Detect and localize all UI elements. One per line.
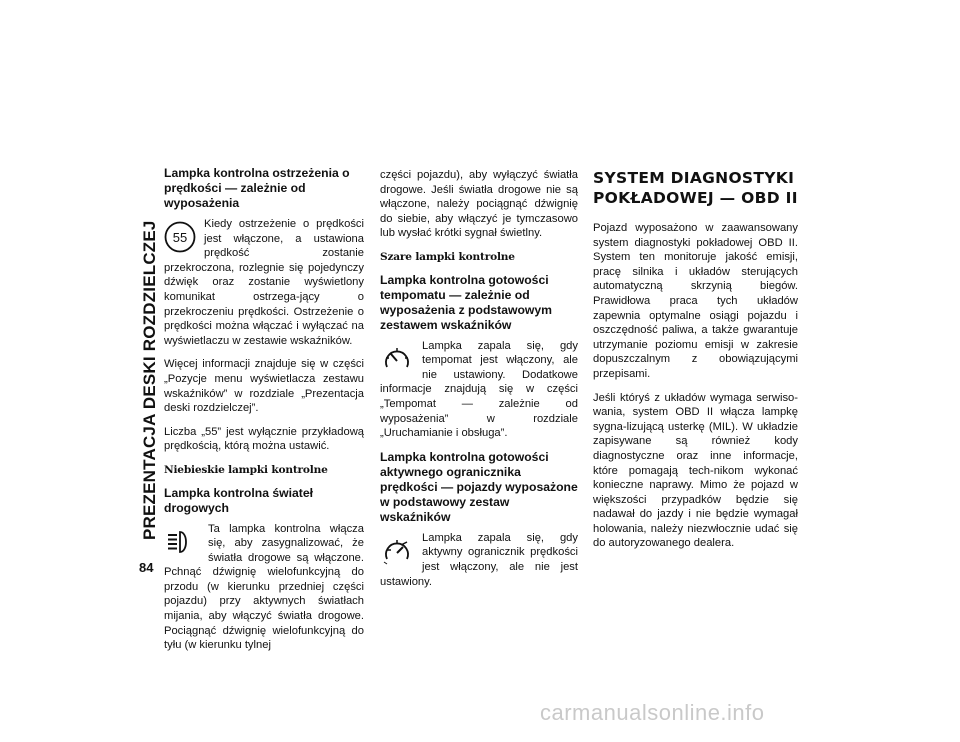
speed-icon-number: 55	[172, 230, 188, 245]
column-3	[593, 166, 798, 560]
speed-limiter-icon	[382, 537, 412, 565]
side-chapter-title	[136, 150, 164, 540]
para-high-beam-cont: części pojazdu), aby wyłączyć światła drogowe. Jeśli światła drogowe nie są włączone, należy pociągnąć dźwignię do siebie, aby włączyć je tymczasowo lub wysłać krótki sygnał świetlny.	[380, 169, 578, 240]
high-beam-icon	[166, 530, 194, 554]
heading-speed-limiter: Lampka kontrolna gotowości aktywnego ogranicznika prędkości — pojazdy wyposażone w podstawowy zestaw wskaźników	[380, 449, 578, 524]
para-55-example: Liczba „55” jest wyłącznie przykładową prędkością, którą można ustawić.	[164, 425, 364, 453]
para-high-beam: Ta lampka kontrolna włącza się, aby zasygnalizować, że światła drogowe są włączone. Pchnąć dźwignię wielofunkcyjną do przodu (w kierunku przedniej części pojazdu) przy aktywnych światłach mijania, aby włączyć światła drogowe. Pociągnąć dźwignię wielofunkcyjną do tyłu (w kierunku tylnej	[164, 522, 364, 652]
para-speed-warning: Kiedy ostrzeżenie o prędkości jest włączone, a ustawiona prędkość zostanie przekroczona, rozlegnie się pojedynczy dźwięk oraz zostanie wyświetlony komunikat ostrzega-jący o przekroczeniu prędkości. Ostrzeżenie o prędkości można włączać i wyłączać na wyświetlaczu w zestawie wskaźników.	[164, 218, 364, 347]
heading-speed-warning: Lampka kontrolna ostrzeżenia o prędkości — zależnie od wyposażenia	[164, 166, 350, 210]
para-obd-2: Jeśli któryś z układów wymaga serwiso-wania, system OBD II włącza lampkę sygna-lizującą usterkę (MIL). W układzie zapisywane są również kody diagnostyczne oraz inne informacje, które pomagają tech-nikom wykonać konieczne naprawy. Mimo że pojazd w większości przypadków będzie się nadawał do jazdy i nie będzie wymagał holowania, należy niezwłocznie udać się do autoryzowanego dealera.	[593, 391, 798, 550]
column-2	[380, 168, 578, 598]
heading-obd: SYSTEM DIAGNOSTYKI POKŁADOWEJ — OBD II	[593, 169, 798, 207]
para-cruise-ready: Lampka zapala się, gdy tempomat jest włączony, ale nie ustawiony. Dodatkowe informacje znajdują się w części „Tempomat — zależnie od wyposażenia” w rozdziale „Uruchamianie i obsługa”.	[380, 339, 578, 440]
subheading-blue-lamps: Niebieskie lampki kontrolne	[164, 463, 328, 476]
subheading-gray-lamps: Szare lampki kontrolne	[380, 250, 515, 263]
heading-high-beam: Lampka kontrolna świateł drogowych	[164, 485, 313, 515]
heading-cruise-ready: Lampka kontrolna gotowości tempomatu — zależnie od wyposażenia z podstawowym zestawem wskaźników	[380, 272, 553, 332]
watermark: carmanualsonline.info	[540, 700, 765, 725]
speed-limit-55-icon	[164, 221, 196, 253]
cruise-ready-icon	[382, 345, 412, 373]
column-1	[164, 166, 364, 662]
para-more-info: Więcej informacji znajduje się w części „Pozycje menu wyświetlacza zestawu wskaźników” w rozdziale „Prezentacja deski rozdzielczej”.	[164, 358, 364, 415]
page-number: 84	[139, 560, 154, 575]
side-chapter-title-text: PREZENTACJA DESKI ROZDZIELCZEJ	[140, 220, 159, 540]
para-obd-1: Pojazd wyposażono w zaawansowany system diagnostyki pokładowej OBD II. System ten monitoruje jakość emisji, pracę silnika i układów sterujących automatyczną skrzynią biegów. Prawidłowa praca tych układów zapewnia optymalne osiągi pojazdu i oszczędność paliwa, a także gwarantuje utrzymanie poziomu emisji w zakresie dopuszczalnym z obowiązującymi przepisami.	[593, 222, 798, 380]
para-speed-limiter: Lampka zapala się, gdy aktywny ogranicznik prędkości jest włączony, ale nie jest ustawiony.	[380, 531, 578, 588]
